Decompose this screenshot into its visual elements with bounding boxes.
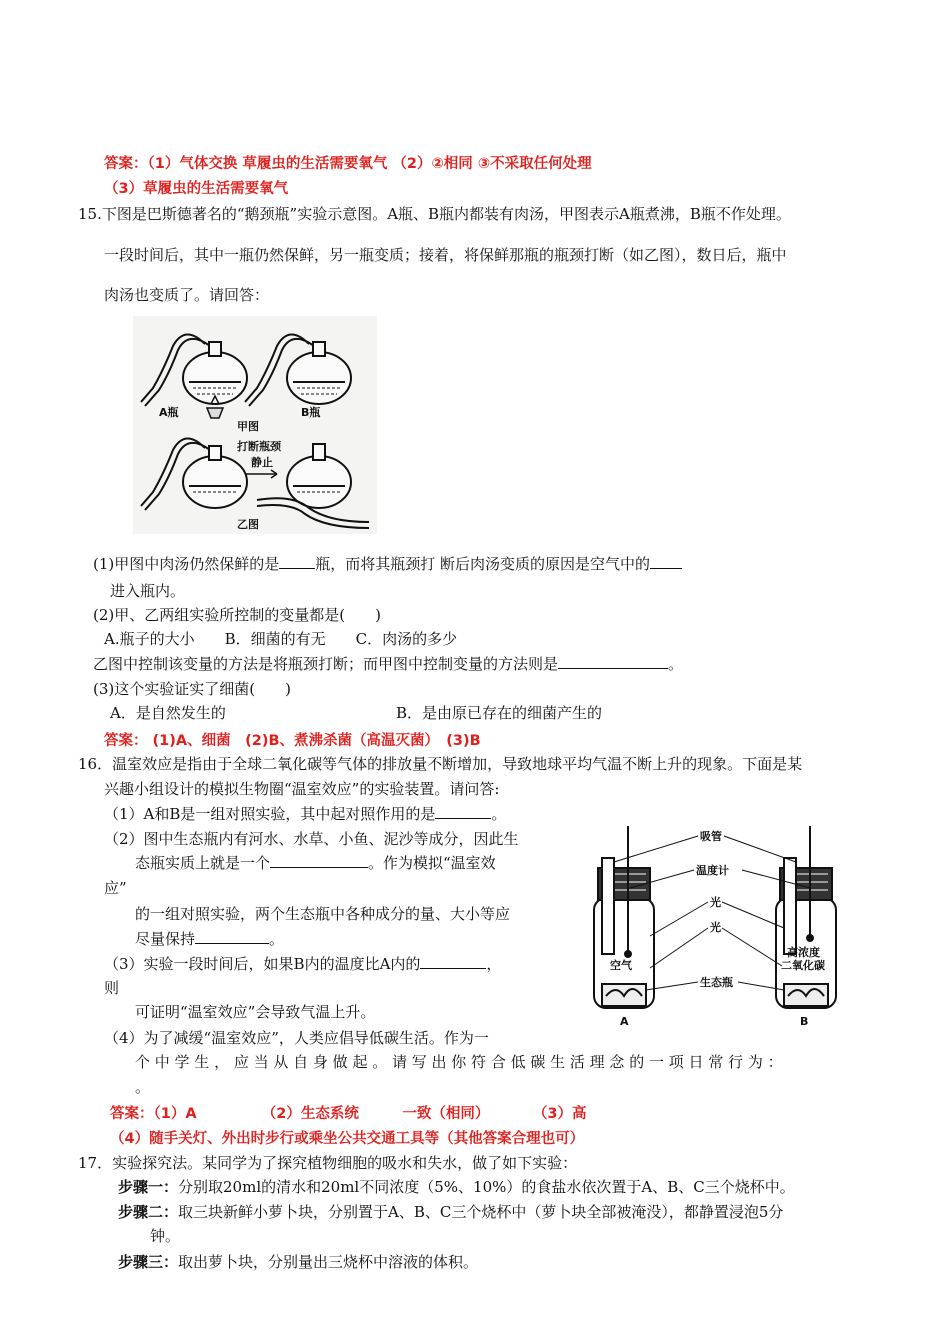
q16-answer-1: 答案：（1）A （2）生态系统 一致（相同） （3）高 <box>110 1106 587 1122</box>
straw-label: 吸管 <box>700 830 722 843</box>
co2-label-1: 高浓度 <box>787 946 820 959</box>
q15-stem-2: 一段时间后，其中一瓶仍然保鲜，另一瓶变质；接着，将保鲜那瓶的瓶颈打断（如乙图），数日后，瓶中 <box>104 246 787 264</box>
q15-p2-options: A.瓶子的大小 B．细菌的有无 C．肉汤的多少 <box>104 630 458 648</box>
q17-stem: 17．实验探究法。某同学为了探究植物细胞的吸水和失水，做了如下实验： <box>78 1154 578 1172</box>
light-label-1: 光 <box>710 896 721 909</box>
q16-p4-b: 个 中 学 生 ， 应 当 从 自 身 做 起 。 请 写 出 你 符 合 低 碳 生 活 理 念 的 一 项 日 常 行 为 ： <box>135 1053 783 1071</box>
q15-stem-3: 肉汤也变质了。请回答： <box>104 286 270 304</box>
q16-p2-b: 态瓶实质上就是一个 。作为模拟“温室效 <box>135 854 496 872</box>
blank[interactable] <box>420 954 486 969</box>
q17-step1: 步骤一：分别取20ml的清水和20ml不同浓度（5%、10%）的食盐水依次置于A、B、C三个烧杯中。 <box>118 1178 795 1196</box>
q15-p3: (3)这个实验证实了细菌( ) <box>93 680 291 698</box>
q15-p3-option-b: B．是由原已存在的细菌产生的 <box>396 704 603 722</box>
answer-14-line1: 答案：（1）气体交换 草履虫的生活需要氧气 （2）②相同 ③不采取任何处理 <box>104 156 592 172</box>
q16-p2-d: 应” <box>104 879 127 897</box>
answer-14-line2: （3）草履虫的生活需要氧气 <box>104 181 289 197</box>
q15-stem: 15.下图是巴斯德著名的“鹅颈瓶”实验示意图。A瓶、B瓶内都装有肉汤，甲图表示A瓶煮沸，B瓶不作处理。 <box>78 205 791 223</box>
jia-label: 甲图 <box>237 420 259 433</box>
blank[interactable] <box>650 554 682 569</box>
q15-p1-cont: 进入瓶内。 <box>110 582 186 600</box>
jar-b-label: B <box>800 1015 809 1028</box>
blank[interactable] <box>435 804 491 819</box>
flask-b-label: B瓶 <box>301 406 321 419</box>
q15-p1: (1)甲图中肉汤仍然保鲜的是 瓶，而将其瓶颈打 断后肉汤变质的原因是空气中的 <box>93 553 682 574</box>
q16-p2-f: 尽量保持 。 <box>135 930 285 948</box>
greenhouse-experiment-figure <box>588 818 850 1030</box>
co2-label-2: 二氧化碳 <box>781 959 825 972</box>
blank[interactable] <box>279 554 315 569</box>
q16-p2: （2）图中生态瓶内有河水、水草、小鱼、泥沙等成分，因此生 <box>104 830 519 848</box>
jar-a-label: A <box>620 1015 629 1028</box>
break-neck-label: 打断瓶颈 <box>237 440 281 453</box>
static-label: 静止 <box>251 456 273 469</box>
blank[interactable] <box>270 853 368 868</box>
air-label: 空气 <box>610 959 632 972</box>
flask-a-label: A瓶 <box>159 406 179 419</box>
q16-p1: （1）A和B是一组对照实验，其中起对照作用的是 。 <box>104 805 507 823</box>
blank[interactable] <box>558 654 668 669</box>
q16-p3-c: 则 <box>104 979 120 997</box>
q16-p3: （3）实验一段时间后，如果B内的温度比A内的 ， <box>104 955 502 973</box>
yi-label: 乙图 <box>237 518 259 531</box>
q17-step3: 步骤三：取出萝卜块，分别量出三烧杯中溶液的体积。 <box>118 1253 479 1271</box>
q16-stem-2: 兴趣小组设计的模拟生物圈“温室效应”的实验装置。请问答: <box>104 780 500 798</box>
blank[interactable] <box>195 929 269 944</box>
q17-step2: 步骤二：取三块新鲜小萝卜块，分别置于A、B、C三个烧杯中（萝卜块全部被淹没），都静置浸泡5分 <box>118 1203 784 1221</box>
q16-p4: （4）为了减缓“温室效应”，人类应倡导低碳生活。作为一 <box>104 1029 489 1047</box>
q15-p2-method: 乙图中控制该变量的方法是将瓶颈打断；而甲图中控制变量的方法则是 。 <box>93 655 684 673</box>
q15-p2: (2)甲、乙两组实验所控制的变量都是( ) <box>93 606 381 624</box>
goose-neck-flask-figure <box>133 316 377 534</box>
q16-answer-2: （4）随手关灯、外出时步行或乘坐公共交通工具等（其他答案合理也可） <box>110 1131 585 1147</box>
jar-a-icon <box>594 826 654 1008</box>
q16-p3-d: 可证明“温室效应”会导致气温上升。 <box>135 1003 376 1021</box>
jar-b-icon <box>776 826 836 1008</box>
eco-bottle-label: 生态瓶 <box>700 976 733 989</box>
q15-p3-option-a: A．是自然发生的 <box>110 704 226 722</box>
q16-p2-e: 的一组对照实验，两个生态瓶中各种成分的量、大小等应 <box>135 905 511 923</box>
q15-answer: 答案： (1)A、细菌 (2)B、煮沸杀菌（高温灭菌） (3)B <box>104 733 481 749</box>
thermometer-label: 温度计 <box>696 864 729 877</box>
q16-stem: 16．温室效应是指由于全球二氧化碳等气体的排放量不断增加，导致地球平均气温不断上升的现象。下面是某 <box>78 755 803 773</box>
light-label-2: 光 <box>710 921 721 934</box>
q17-step2-cont: 钟。 <box>150 1227 181 1245</box>
q16-p4-c: 。 <box>135 1078 151 1096</box>
